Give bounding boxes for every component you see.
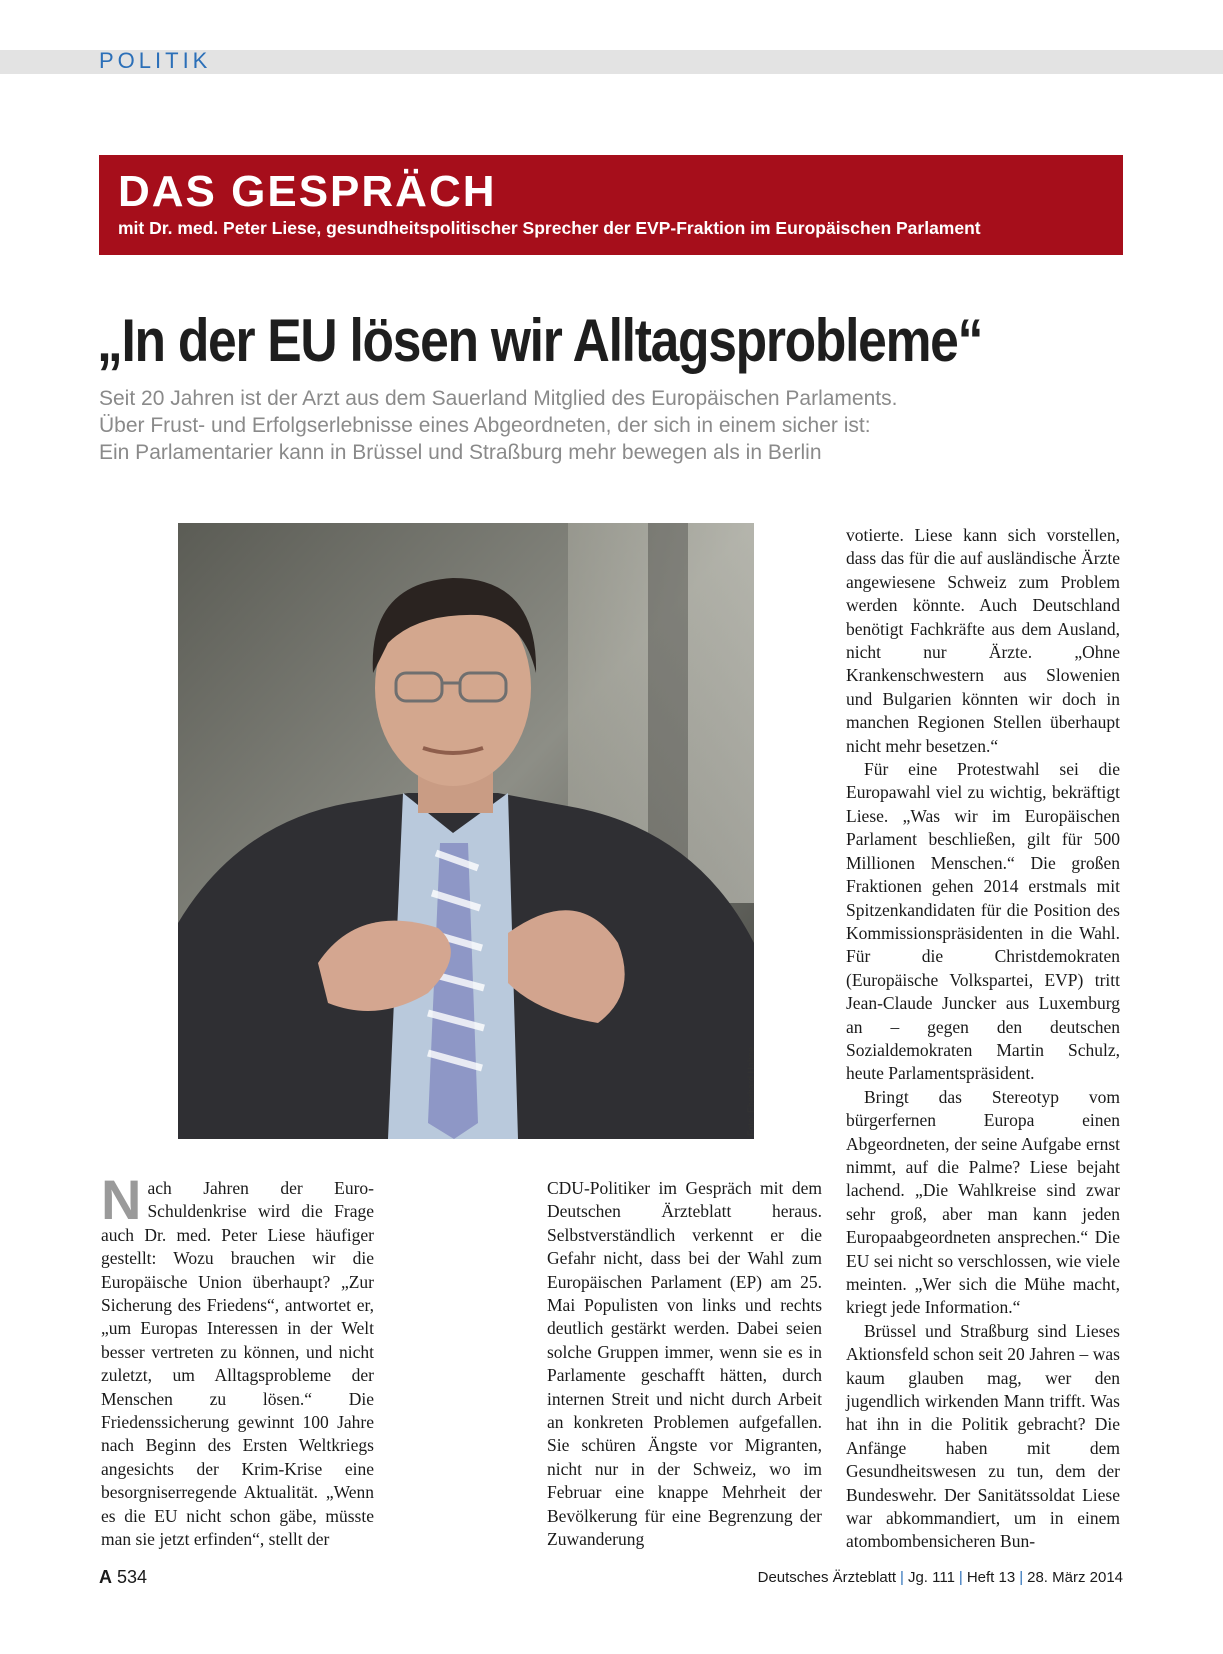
interview-subtitle: mit Dr. med. Peter Liese, gesundheitspolitischer Sprecher der EVP-Fraktion im Europäischen Parlament <box>118 218 981 238</box>
interview-title: DAS GESPRÄCH <box>118 167 497 216</box>
page-footer <box>99 1565 1123 1593</box>
lead-line: Seit 20 Jahren ist der Arzt aus dem Sauerland Mitglied des Europäischen Parlaments. <box>99 387 898 410</box>
portrait-photo <box>178 523 754 1139</box>
lead-line: Über Frust- und Erfolgserlebnisse eines Abgeordneten, der sich in einem sicher ist: <box>99 414 871 437</box>
body-text: ach Jahren der Euro-Schuldenkrise wird die Frage auch Dr. med. Peter Liese häufiger gestellt: Wozu brauchen wir die Europäische Union überhaupt? „Zur Sicherung des Friedens“, antwortet er, „um Europas Interessen in der Welt besser vertreten zu können, und nicht zuletzt, um Alltagsprobleme der Menschen zu lösen.“ Die Friedenssicherung gewinnt 100 Jahre nach Beginn des Ersten Weltkriegs angesichts der Krim-Krise eine besorgniserregende Aktualität. „Wenn es die EU nicht schon gäbe, müsste man sie jetzt erfinden“, stellt der <box>101 1178 374 1550</box>
page-number <box>99 1567 147 1588</box>
section-label: POLITIK <box>99 48 212 73</box>
journal-issue: Heft 13 <box>966 1569 1016 1586</box>
photo-credit: Foto: Eberhard Hahne <box>746 1046 756 1136</box>
body-column-1 <box>101 1168 374 1552</box>
page-prefix: A <box>99 1567 112 1587</box>
body-column-2 <box>547 1177 822 1552</box>
body-paragraph: votierte. Liese kann sich vorstellen, dass das für die auf ausländische Ärzte angewiesene Schweiz zum Problem werden könnte. Auch Deutschland benötigt Fachkräfte aus dem Ausland, nicht nur Ärzte. „Ohne Krankenschwestern aus Slowenien und Bulgarien könnten wir doch in manchen Regionen Stellen überhaupt nicht mehr besetzen.“ <box>846 525 1120 756</box>
article-lead <box>99 385 1099 466</box>
page-number-value: 534 <box>117 1567 148 1587</box>
separator: | <box>1019 1569 1024 1586</box>
body-paragraph: Für eine Protestwahl sei die Europawahl viel zu wichtig, bekräftigt Liese. „Was wir im Europäischen Parlament beschließen, gilt für 500 Millionen Menschen.“ Die großen Fraktionen gehen 2014 erstmals mit Spitzenkandidaten für die Position des Kommissionspräsidenten in die Wahl. Für die Christdemokraten (Europäische Volkspartei, EVP) tritt Jean-Claude Juncker aus Luxemburg an – gegen den deutschen Sozialdemokraten Martin Schulz, heute Parlamentspräsident. <box>846 759 1120 1084</box>
body-paragraph: Bringt das Stereotyp vom bürgerfernen Europa einen Abgeordneten, der seine Aufgabe ernst nimmt, auf die Palme? Liese bejaht lachend. „Die Wahlkreise sind zwar sehr groß, aber man kann jeden Europaabgeordneten ansprechen.“ Die EU sei nicht so verschlossen, wie viele meinten. „Wer sich die Mühe macht, kriegt jede Information.“ <box>846 1086 1120 1318</box>
body-paragraph: Brüssel und Straßburg sind Lieses Aktionsfeld schon seit 20 Jahren – was kaum glauben mag, wer den jugendlich wirkenden Mann trifft. Was hat ihn in die Politik gebracht? Die Anfänge haben mit dem Gesundheitswesen zu tun, dem der Bundeswehr. Der Sanitätssoldat Liese war abkommandiert, um in einem atombombensicheren Bun- <box>846 1320 1120 1552</box>
journal-name: Deutsches Ärzteblatt <box>757 1569 897 1586</box>
body-paragraph: CDU-Politiker im Gespräch mit dem Deutschen Ärzteblatt heraus. Selbstverständlich verkennt er die Gefahr nicht, dass bei der Wahl zum Europäischen Parlament (EP) am 25. Mai Populisten von links und rechts deutlich gestärkt werden. Dabei seien solche Gruppen immer, wenn sie es in Parlamente geschafft hätten, durch internen Streit und nicht durch Arbeit an konkreten Problemen aufgefallen. Sie schüren Ängste vor Migranten, nicht nur in der Schweiz, wo im Februar eine knappe Mehrheit der Bevölkerung für eine Begrenzung der Zuwanderung <box>547 1178 822 1550</box>
drop-cap: N <box>101 1168 142 1231</box>
article-headline: „In der EU lösen wir Alltagsprobleme“ <box>97 307 983 374</box>
body-column-3 <box>846 524 1120 1554</box>
journal-volume: Jg. 111 <box>907 1569 955 1586</box>
separator: | <box>958 1569 963 1586</box>
separator: | <box>900 1569 904 1586</box>
journal-date: 28. März 2014 <box>1027 1569 1123 1586</box>
journal-info <box>758 1569 1123 1586</box>
lead-line: Ein Parlamentarier kann in Brüssel und Straßburg mehr bewegen als in Berlin <box>99 441 822 464</box>
interview-banner <box>99 155 1123 255</box>
